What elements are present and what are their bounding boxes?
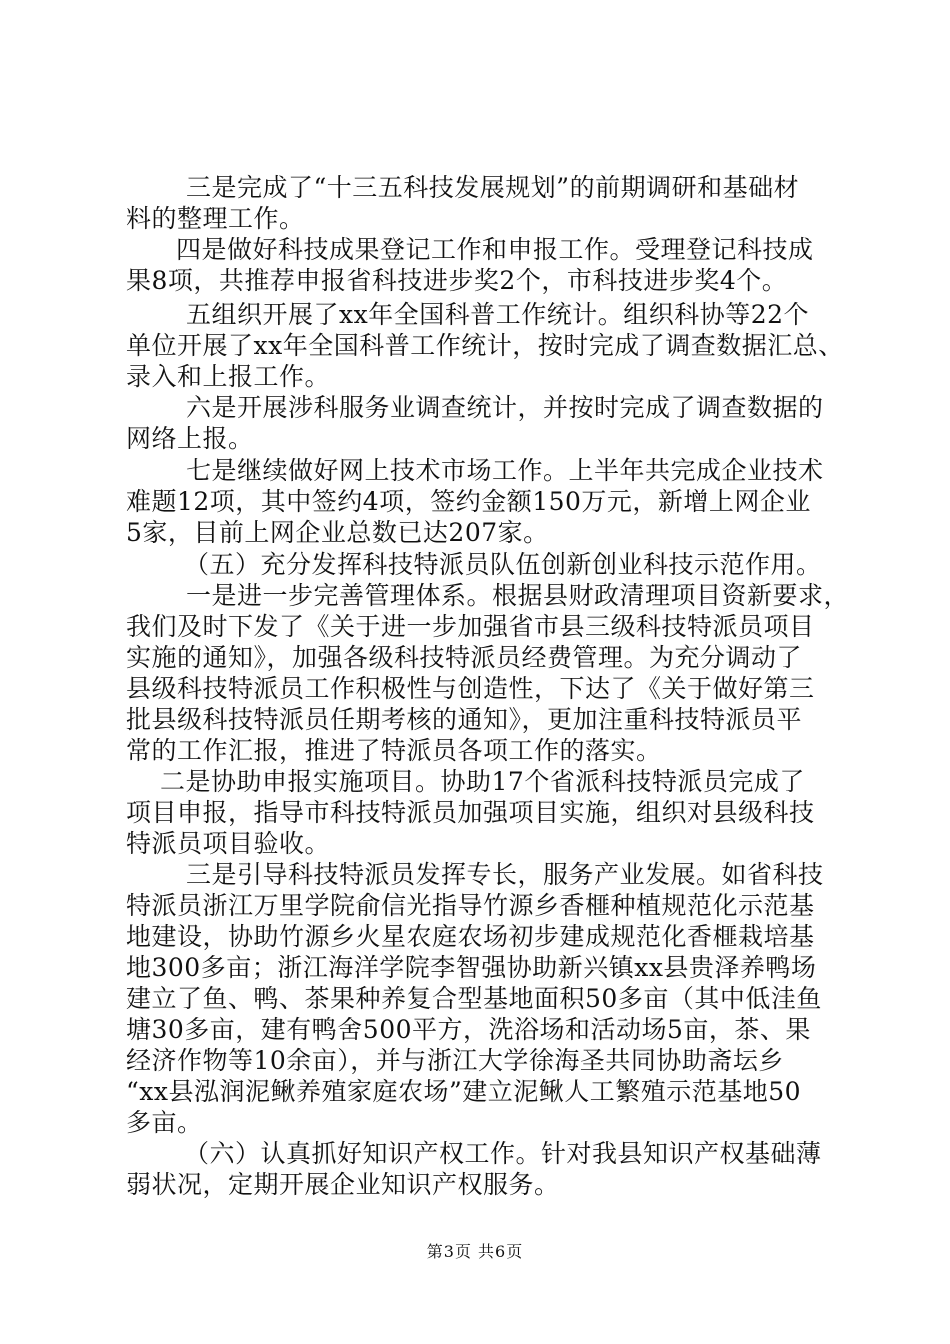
text-line: 地建设，协助竹源乡火星农庭农场初步建成规范化香榧栽培基 [126, 922, 815, 951]
text-line: 一是进一步完善管理体系。根据县财政清理项目资新要求， [186, 581, 850, 610]
text-line: 多亩。 [126, 1108, 203, 1137]
text-line: 录入和上报工作。 [126, 362, 331, 391]
text-line: “xx县泓润泥鳅养殖家庭农场”建立泥鳅人工繁殖示范基地50 [126, 1077, 802, 1106]
text-line: 建立了鱼、鸭、茶果种养复合型基地面积50多亩（其中低洼鱼 [126, 984, 822, 1013]
text-line: 地300多亩；浙江海洋学院李智强协助新兴镇xx县贵泽养鸭场 [126, 953, 817, 982]
text-line: 网络上报。 [126, 424, 254, 453]
text-line: 5家，目前上网企业总数已达207家。 [126, 518, 549, 547]
section-heading: （五）充分发挥科技特派员队伍创新创业科技示范作用。 [184, 550, 822, 579]
text-line: 经济作物等10余亩），并与浙江大学徐海圣共同协助斋坛乡 [126, 1046, 784, 1075]
text-line: 三是完成了“十三五科技发展规划”的前期调研和基础材 [186, 173, 800, 202]
page-number-footer: 第3页 共6页 [426, 1242, 524, 1261]
text-line: 三是引导科技特派员发挥专长，服务产业发展。如省科技 [186, 860, 824, 889]
text-line: 县级科技特派员工作积极性与创造性，下达了《关于做好第三 [126, 674, 815, 703]
text-line: 项目申报，指导市科技特派员加强项目实施，组织对县级科技 [126, 798, 815, 827]
text-line: 七是继续做好网上技术市场工作。上半年共完成企业技术 [186, 456, 824, 485]
text-line: 单位开展了xx年全国科普工作统计，按时完成了调查数据汇总、 [126, 331, 844, 360]
text-line: 果8项，共推荐申报省科技进步奖2个，市科技进步奖4个。 [126, 266, 788, 295]
text-line: 难题12项，其中签约4项，签约金额150万元，新增上网企业 [126, 487, 811, 516]
text-line: 六是开展涉科服务业调查统计，并按时完成了调查数据的 [186, 393, 824, 422]
text-line: 特派员项目验收。 [126, 829, 331, 858]
text-line: 批县级科技特派员任期考核的通知》，更加注重科技特派员平 [126, 705, 803, 734]
text-line: 五组织开展了xx年全国科普工作统计。组织科协等22个 [186, 300, 810, 329]
text-line: 常的工作汇报，推进了特派员各项工作的落实。 [126, 736, 662, 765]
text-line: 四是做好科技成果登记工作和申报工作。受理登记科技成 [176, 235, 814, 264]
text-line: 料的整理工作。 [126, 204, 305, 233]
text-line: 实施的通知》，加强各级科技特派员经费管理。为充分调动了 [126, 643, 803, 672]
text-line: 二是协助申报实施项目。协助17个省派科技特派员完成了 [160, 767, 805, 796]
text-line: 特派员浙江万里学院俞信光指导竹源乡香榧种植规范化示范基 [126, 891, 815, 920]
section-heading: （六）认真抓好知识产权工作。针对我县知识产权基础薄 [184, 1139, 822, 1168]
text-line: 塘30多亩，建有鸭舍500平方，洗浴场和活动场5亩，茶、果 [126, 1015, 811, 1044]
text-line: 弱状况，定期开展企业知识产权服务。 [126, 1170, 560, 1199]
text-line: 我们及时下发了《关于进一步加强省市县三级科技特派员项目 [126, 612, 815, 641]
